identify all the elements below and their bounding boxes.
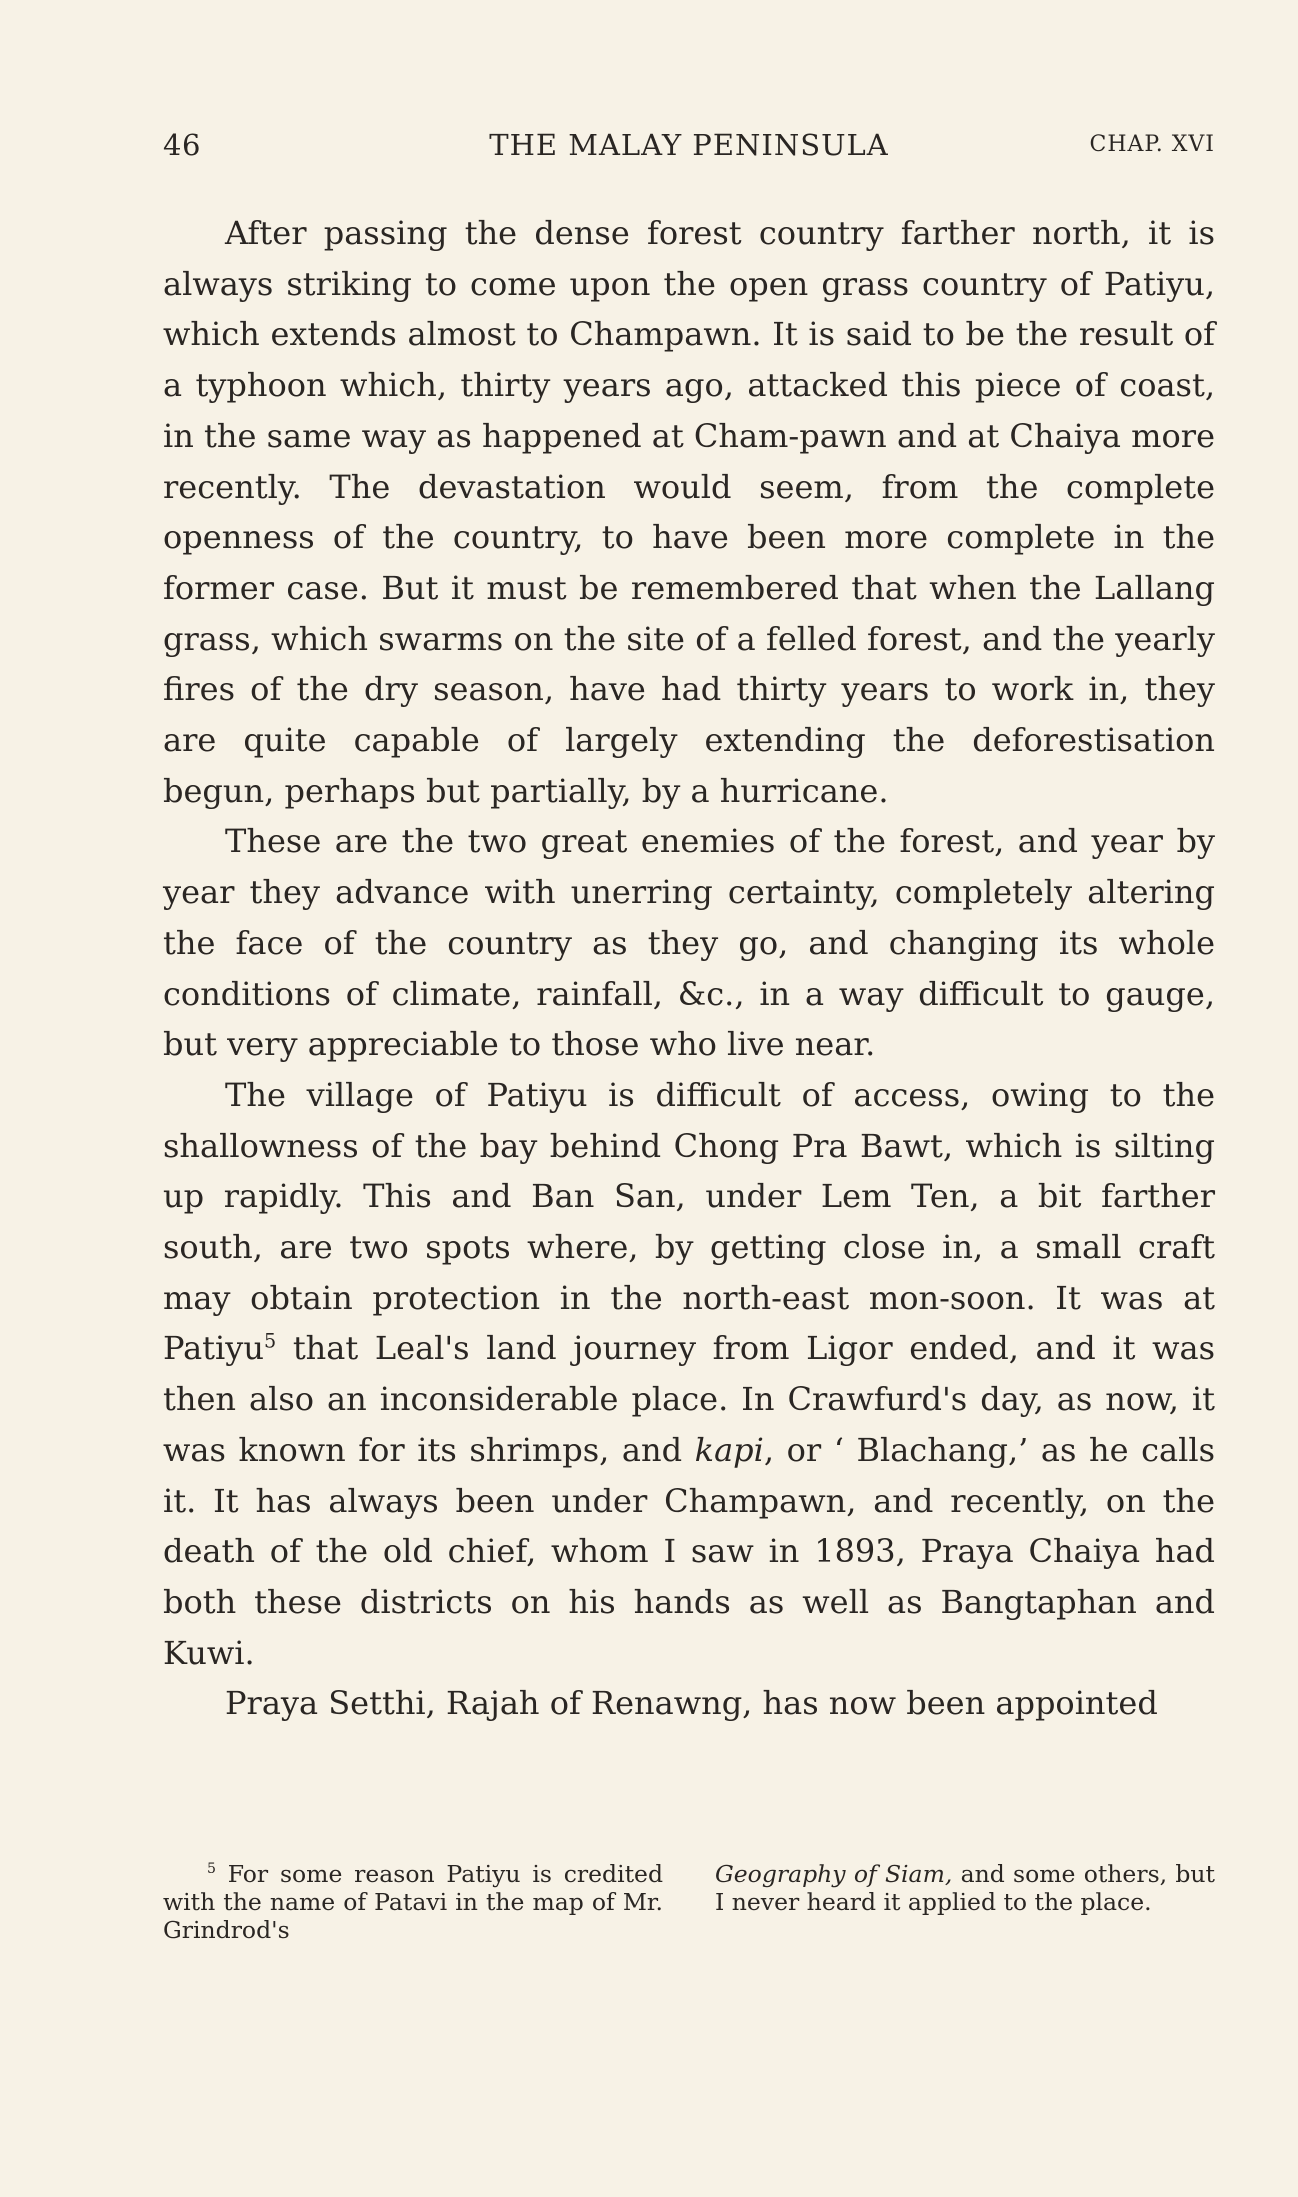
page-number: 46 — [163, 128, 201, 162]
footnote-marker: 5 — [207, 1861, 216, 1878]
paragraph-4: Praya Setthi, Rajah of Renawng, has now been appointed — [225, 1684, 1158, 1723]
footnote-book-title: Geography of Siam, — [715, 1860, 953, 1888]
footnote-column-right — [715, 1860, 1215, 1944]
chapter-label: CHAP. XVI — [1089, 132, 1215, 157]
footnote-reference: 5 — [263, 1329, 277, 1353]
paragraph-3-text-a: The village of Patiyu is difficult of access, owing to the shallowness of the bay behind Chong Pra Bawt, which is silting up rapidly. This and Ban San, under Lem Ten, a bit farther south, are two spots where, by getting close in, a small craft may obtain protection in the north-east mon-soon. It was at Patiyu — [163, 1075, 1215, 1368]
footnote-right-text — [715, 1860, 1215, 1916]
paragraph-2: These are the two great enemies of the forest, and year by year they advance with unerring certainty, completely altering the face of the country as they go, and changing its whole conditions of climate, rainfall, &c., in a way difficult to gauge, but very appreciable to those who live near. — [163, 822, 1215, 1064]
footnotes — [163, 1860, 1215, 1944]
italic-term-kapi: kapi — [694, 1430, 764, 1469]
paragraph-3-text-c: , or ‘ Blachang,’ as he calls it. It has always been under Champawn, and recently, on the death of the old chief, whom I saw in 1893, Praya Chaiya had both these districts on his hands as well as Bangtaphan and Kuwi. — [163, 1430, 1216, 1672]
paragraph-3-text-b: that Leal's land journey from Ligor ended, and it was then also an inconsiderable place. In Crawfurd's day, as now, it was known for its shrimps, and — [163, 1329, 1215, 1469]
page-title: THE MALAY PENINSULA — [489, 128, 889, 162]
paragraph-1: After passing the dense forest country farther north, it is always striking to come upon the open grass country of Patiyu, which extends almost to Champawn. It is said to be the result of a typhoon which, thirty years ago, attacked this piece of coast, in the same way as happened at Cham-pawn and at Chaiya more recently. The devastation would seem, from the complete openness of the country, to have been more complete in the former case. But it must be remembered that when the Lallang grass, which swarms on the site of a felled forest, and the yearly fires of the dry season, have had thirty years to work in, they are quite capable of largely extending the deforestisation begun, perhaps but partially, by a hurricane. — [163, 214, 1215, 810]
footnote-left-body: For some reason Patiyu is credited with the name of Patavi in the map of Mr. Grindrod's — [163, 1860, 663, 1944]
footnote-column-left — [163, 1860, 663, 1944]
footnote-right-body: and some others, but I never heard it applied to the place. — [715, 1860, 1215, 1916]
paragraph-3 — [163, 1070, 1215, 1678]
footnote-left-text — [163, 1860, 663, 1944]
running-head — [163, 128, 1215, 172]
body-text — [163, 208, 1215, 1729]
